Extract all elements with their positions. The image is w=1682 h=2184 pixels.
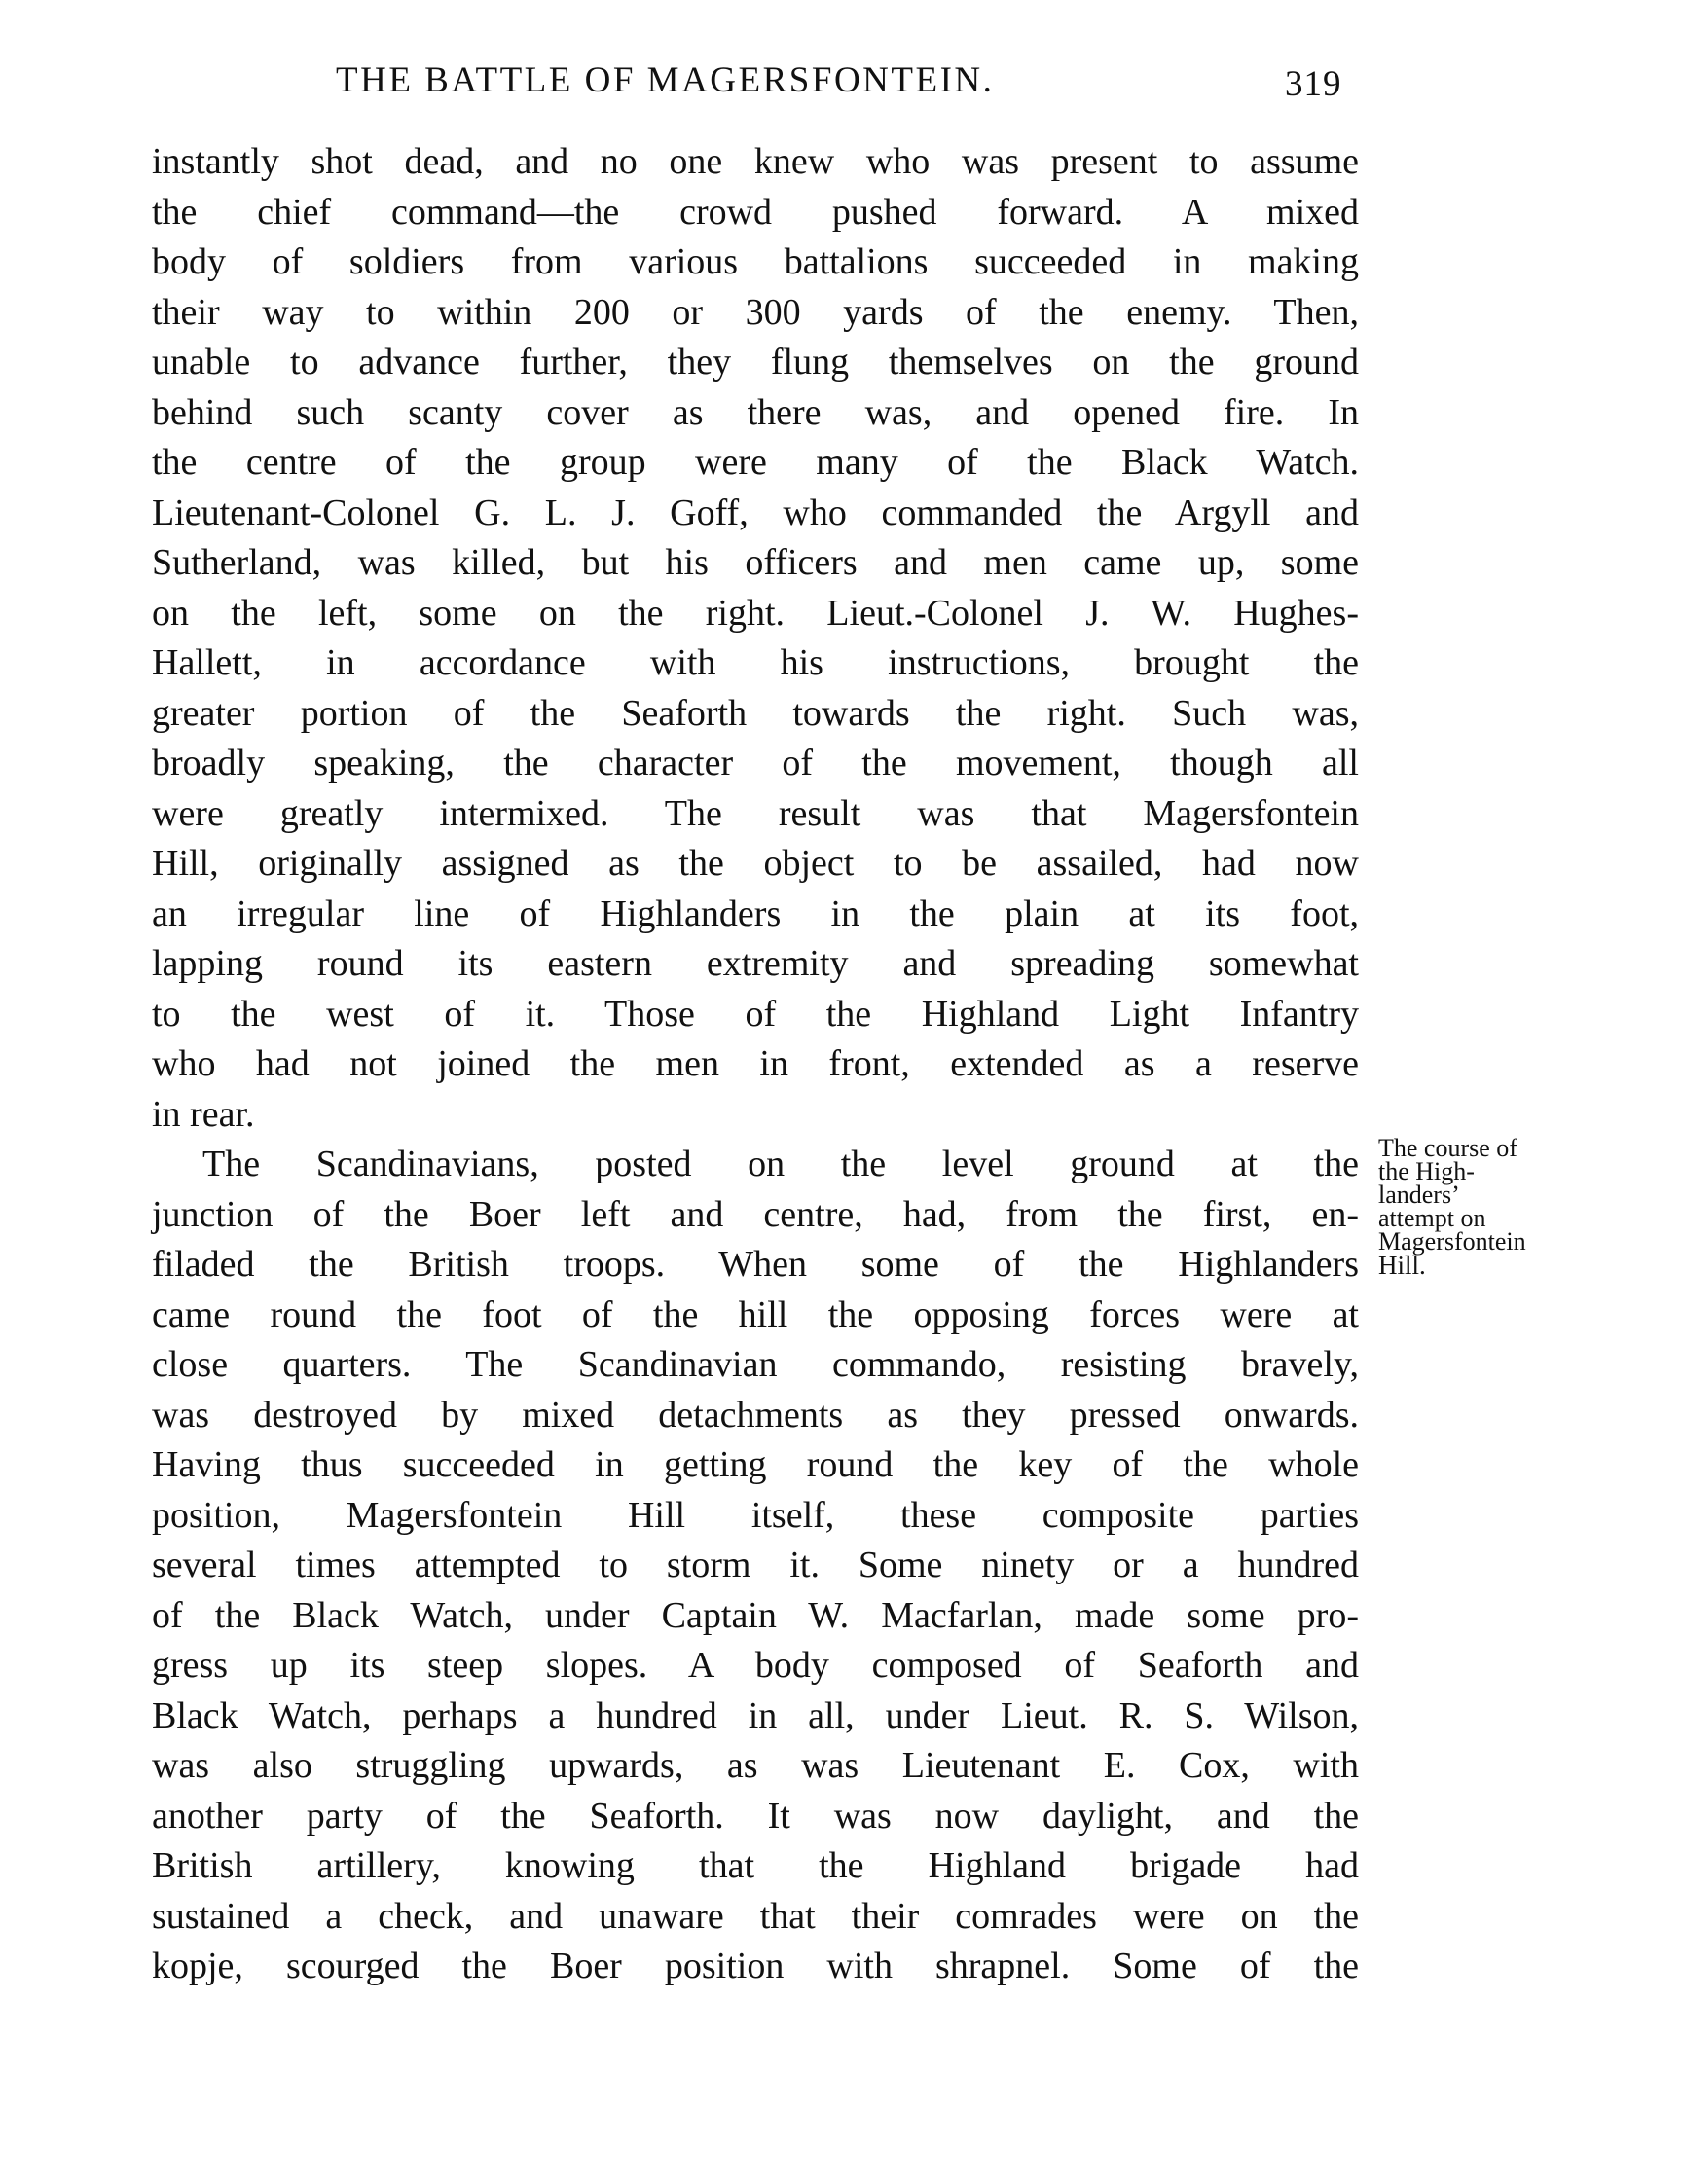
text-line: filaded the British troops. When some of the Highlanders <box>152 1244 1359 1285</box>
text-line: sustained a check, and unaware that their comrades were on the <box>152 1895 1359 1937</box>
text-line: Lieutenant-Colonel G. L. J. Goff, who commanded the Argyll and <box>152 491 1359 533</box>
text-line: Hallett, in accordance with his instructions, brought the <box>152 642 1359 683</box>
text-line: another party of the Seaforth. It was now daylight, and the <box>152 1795 1359 1837</box>
margin-note-line: attempt on <box>1378 1204 1486 1232</box>
text-line: junction of the Boer left and centre, had, from the first, en- <box>152 1193 1359 1235</box>
text-line: Having thus succeeded in getting round the key of the whole <box>152 1444 1359 1485</box>
margin-note-line: Hill. <box>1378 1251 1426 1280</box>
running-title: THE BATTLE OF MAGERSFONTEIN. <box>336 60 995 100</box>
text-line: was destroyed by mixed detachments as they pressed onwards. <box>152 1394 1359 1436</box>
text-line: Sutherland, was killed, but his officers and men came up, some <box>152 542 1359 583</box>
text-line: broadly speaking, the character of the movement, though all <box>152 743 1359 783</box>
text-line: several times attempted to storm it. Some ninety or a hundred <box>152 1545 1359 1585</box>
text-line: were greatly intermixed. The result was that Magersfontein <box>152 792 1359 834</box>
margin-note-line: landers’ <box>1378 1181 1460 1209</box>
text-line: the chief command—the crowd pushed forward. A mixed <box>152 191 1359 233</box>
text-line: unable to advance further, they flung themselves on the ground <box>152 342 1359 382</box>
text-line: to the west of it. Those of the Highland Light Infantry <box>152 993 1359 1035</box>
margin-note-line: the High- <box>1378 1157 1475 1185</box>
text-line: the centre of the group were many of the Black Watch. <box>152 442 1359 483</box>
text-line: greater portion of the Seaforth towards the right. Such was, <box>152 692 1359 734</box>
text-line: who had not joined the men in front, extended as a reserve <box>152 1043 1359 1084</box>
text-line: came round the foot of the hill the opposing forces were at <box>152 1293 1359 1335</box>
text-line: on the left, some on the right. Lieut.-Colonel J. W. Hughes- <box>152 592 1359 634</box>
margin-note <box>1378 1134 1661 1280</box>
text-line: gress up its steep slopes. A body composed of Seaforth and <box>152 1645 1359 1686</box>
body-text <box>152 137 1359 1992</box>
text-line: Hill, originally assigned as the object to be assailed, had now <box>152 843 1359 884</box>
text-line: position, Magersfontein Hill itself, these composite parties <box>152 1494 1359 1536</box>
text-line: lapping round its eastern extremity and spreading somewhat <box>152 943 1359 984</box>
text-line: in rear. <box>152 1093 255 1135</box>
text-line: British artillery, knowing that the Highland brigade had <box>152 1845 1359 1886</box>
text-line: their way to within 200 or 300 yards of the enemy. Then, <box>152 291 1359 333</box>
text-line: of the Black Watch, under Captain W. Macfarlan, made some pro- <box>152 1594 1359 1636</box>
text-line: an irregular line of Highlanders in the plain at its foot, <box>152 892 1359 934</box>
text-line: was also struggling upwards, as was Lieutenant E. Cox, with <box>152 1745 1359 1786</box>
text-line: behind such scanty cover as there was, and opened fire. In <box>152 391 1359 433</box>
text-line: body of soldiers from various battalions succeeded in making <box>152 241 1359 282</box>
margin-note-line: The course of <box>1378 1134 1517 1162</box>
text-line: close quarters. The Scandinavian commando, resisting bravely, <box>152 1344 1359 1385</box>
page-number: 319 <box>1285 64 1342 104</box>
text-line: kopje, scourged the Boer position with shrapnel. Some of the <box>152 1946 1359 1986</box>
margin-note-line: Magersfontein <box>1378 1227 1526 1256</box>
text-line: Black Watch, perhaps a hundred in all, under Lieut. R. S. Wilson, <box>152 1694 1359 1736</box>
paragraph-1 <box>152 137 1359 1140</box>
text-line: instantly shot dead, and no one knew who was present to assume <box>152 141 1359 182</box>
text-line: The Scandinavians, posted on the level ground at the <box>202 1144 1359 1184</box>
paragraph-2 <box>152 1140 1359 1992</box>
running-head <box>156 56 1363 105</box>
